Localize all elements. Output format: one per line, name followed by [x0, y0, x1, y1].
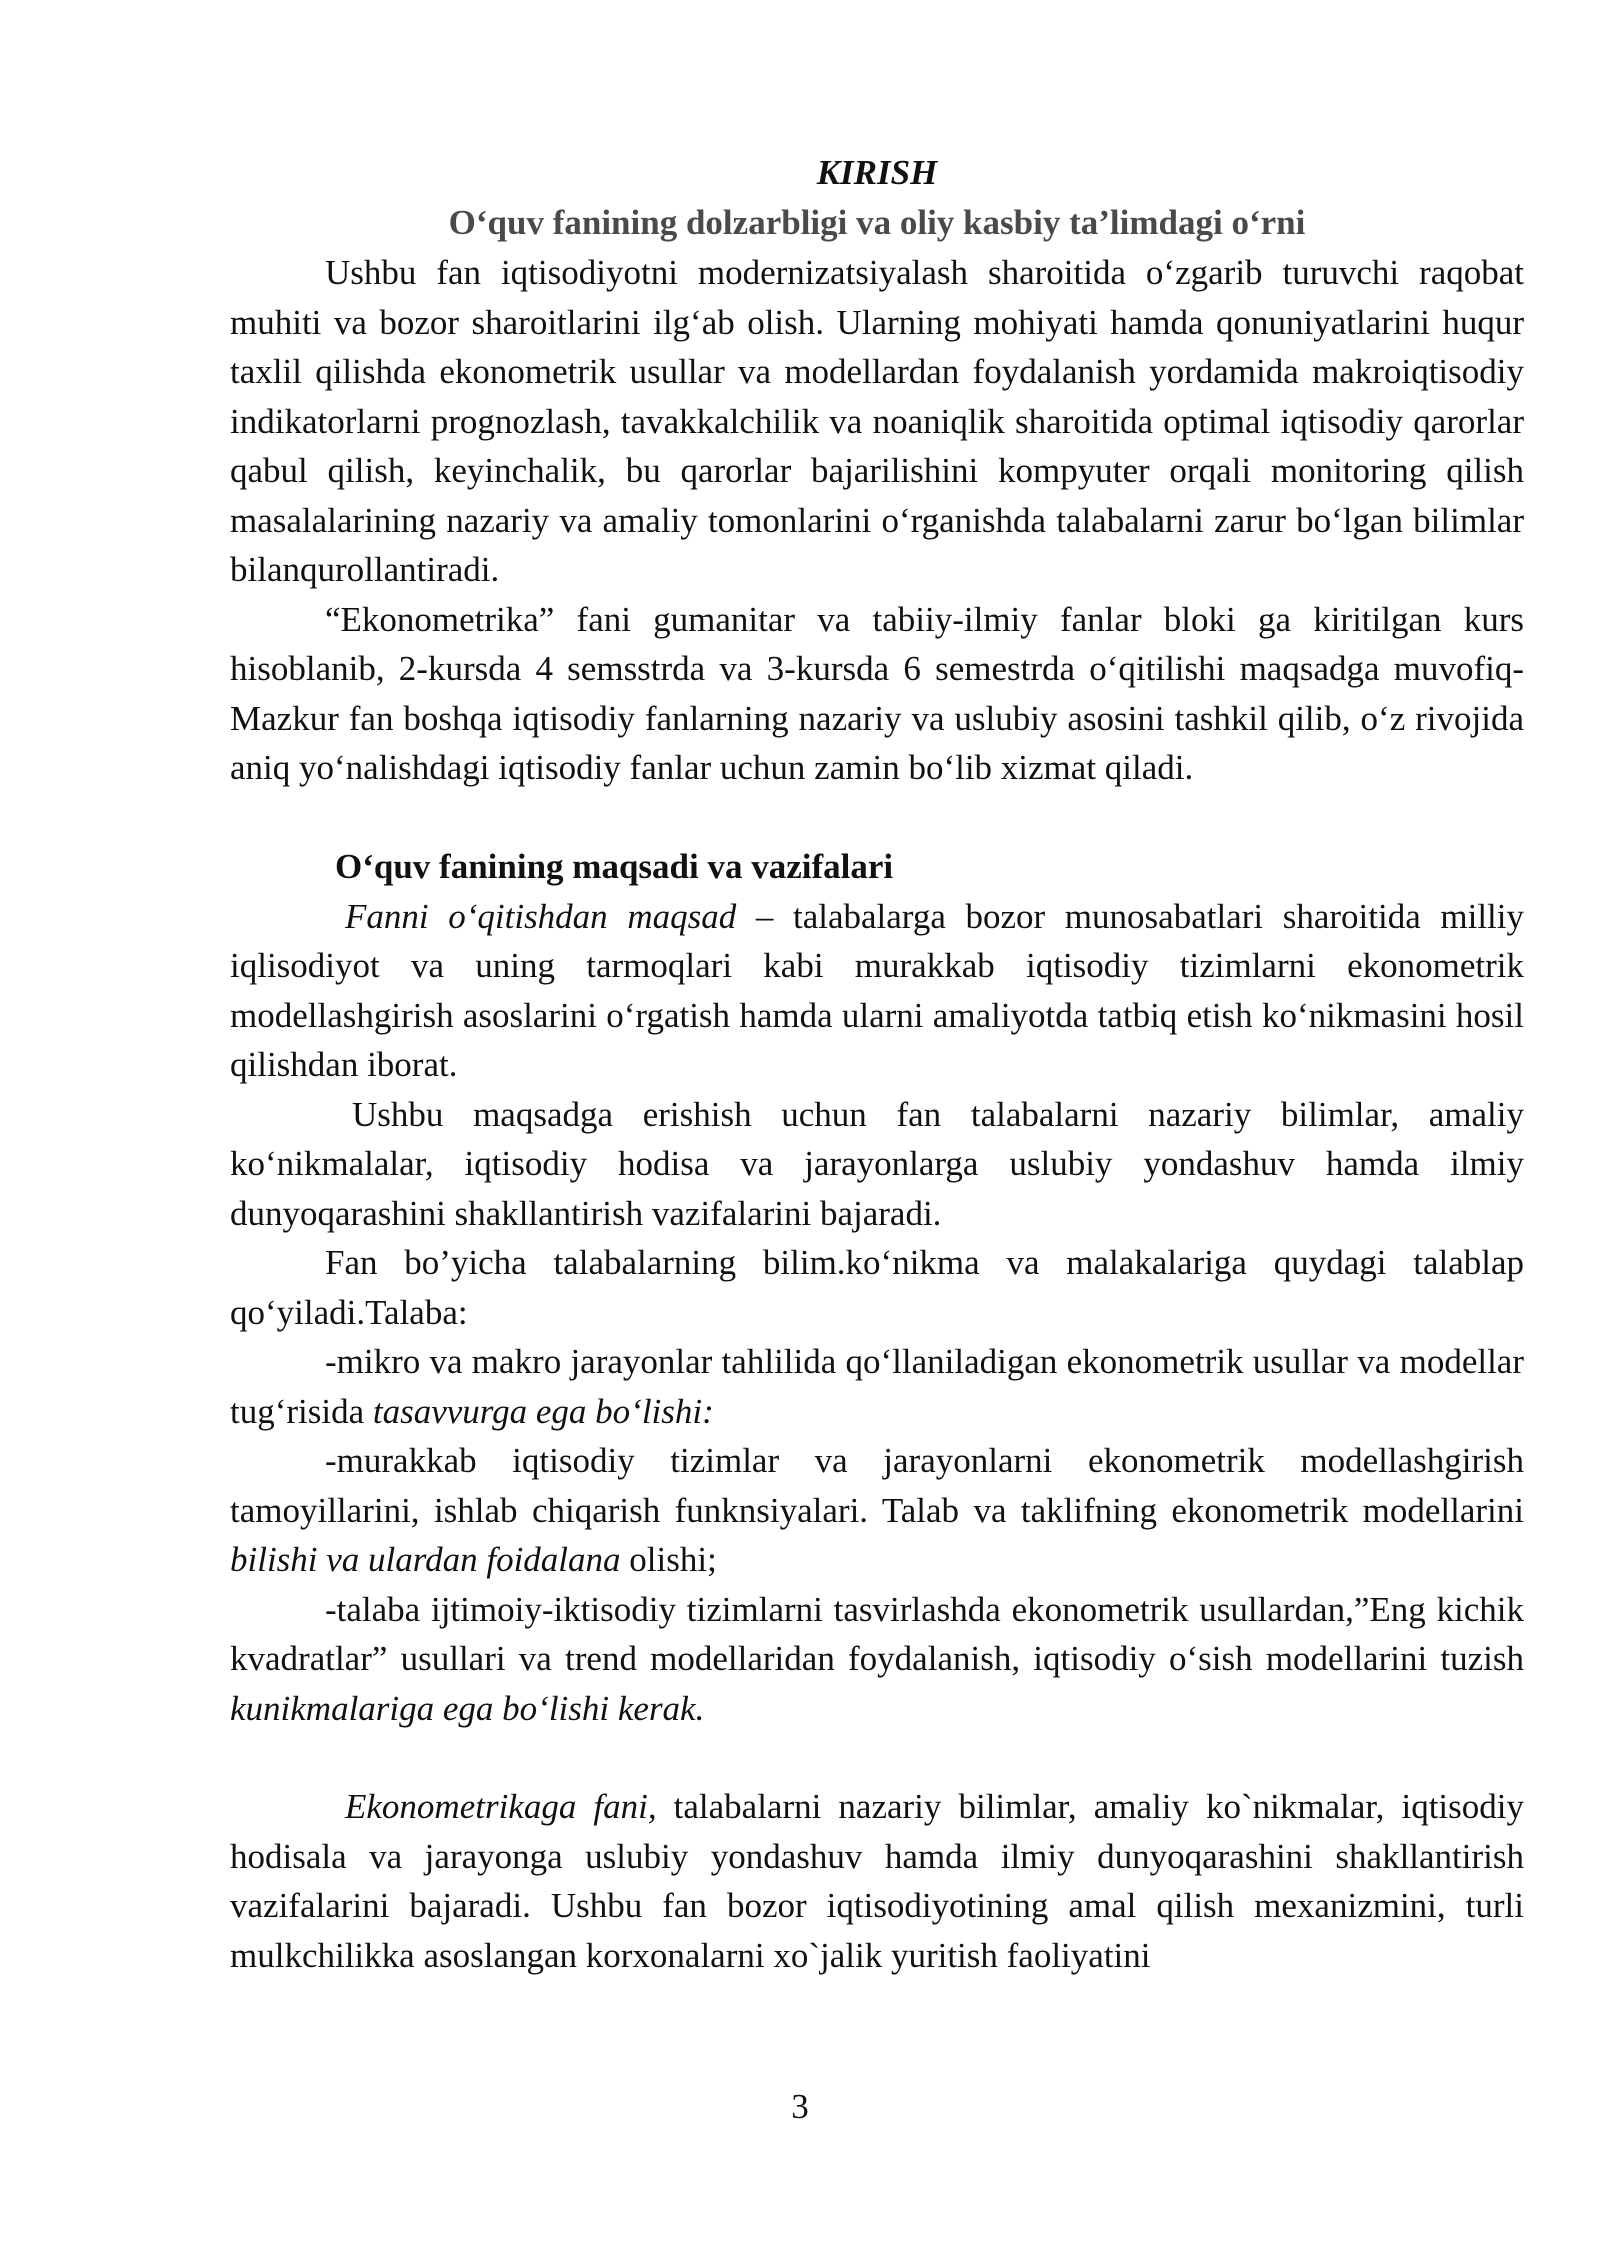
requirement-item	[230, 1337, 1524, 1436]
requirement-item	[230, 1585, 1524, 1734]
task-paragraph: Ushbu maqsadga erishish uchun fan talabalarni nazariy bilimlar, amaliy ko‘nikmalalar, iqtisodiy hodisa va jarayonlarga uslubiy yondashuv hamda ilmiy dunyoqarashini shakllantirish vazifalarini bajaradi.	[230, 1094, 1524, 1233]
closing-paragraph	[230, 1782, 1524, 1980]
goal-text: – talabalarga bozor munosabatlari sharoitida milliy iqlisodiyot va uning tarmoqlari kabi murakkab iqtisodiy tizimlarni ekonometrik modellashgirish asoslarini o‘rgatish hamda ularni amaliyotda tatbiq etish ko‘nikmasini hosil qilishdan iborat.	[230, 896, 1524, 1084]
requirement-text: -mikro va makro jarayonlar tahlilida qo‘llaniladigan ekonometrik usullar va modellar tug‘risida	[230, 1342, 1524, 1431]
requirement-emphasis: kunikmalariga ega bo‘lishi kerak.	[230, 1688, 705, 1728]
closing-text: talabalarni nazariy bilimlar, amaliy ko`nikmalar, iqtisodiy hodisala va jarayonga uslubiy yondashuv hamda ilmiy dunyoqarashini shakllantirish vazifalarini bajaradi. Ushbu fan bozor iqtisodiyotining amal qilish mexanizmini, turli mulkchilikka asoslangan korxonalarni xo`jalik yuritish faoliyatini	[230, 1787, 1524, 1975]
requirements-intro: Fan bo’yicha talabalarning bilim.ko‘nikma va malakalariga quydagi talablap qo‘yiladi.Talaba:	[230, 1243, 1524, 1332]
requirement-tail: olishi;	[620, 1540, 717, 1579]
goal-lead: Fanni o‘qitishdan maqsad	[345, 896, 737, 936]
spacer	[230, 1733, 1524, 1782]
goal-paragraph	[230, 892, 1524, 1090]
intro-paragraph-1: Ushbu fan iqtisodiyotni modernizatsiyalash sharoitida o‘zgarib turuvchi raqobat muhiti va bozor sharoitlarini ilg‘ab olish. Ularning mohiyati hamda qonuniyatlarini huqur taxlil qilishda ekonometrik usullar va modellardan foydalanish yordamida makroiqtisodiy indikatorlarni prognozlash, tavakkalchilik va noaniqlik sharoitida optimal iqtisodiy qarorlar qabul qilish, keyinchalik, bu qarorlar bajarilishini kompyuter orqali monitoring qilish masalalarining nazariy va amaliy tomonlarini o‘rganishda talabalarni zarur bo‘lgan bilimlar bilanqurollantiradi.	[230, 253, 1524, 589]
intro-paragraph-2: “Ekonometrika” fani gumanitar va tabiiy-ilmiy fanlar bloki ga kiritilgan kurs hisoblanib, 2-kursda 4 semsstrda va 3-kursda 6 semestrda o‘qitilishi maqsadga muvofiq- Mazkur fan boshqa iqtisodiy fanlarning nazariy va uslubiy asosini tashkil qilib, o‘z rivojida aniq yo‘nalishdagi iqtisodiy fanlar uchun zamin bo‘lib xizmat qiladi.	[230, 599, 1524, 787]
page-number: 3	[791, 2087, 809, 2126]
requirement-emphasis: bilishi va ulardan foidalana	[230, 1540, 621, 1579]
page-title: KIRISH	[816, 153, 938, 192]
requirement-text: -murakkab iqtisodiy tizimlar va jarayonlarni ekonometrik modellashgirish tamoyillarini, ishlab chiqarish funknsiyalari. Talab va taklifning ekonometrik modellarini	[230, 1441, 1524, 1530]
requirement-item	[230, 1436, 1524, 1585]
spacer	[230, 793, 1524, 842]
section-title: O‘quv fanining maqsadi va vazifalari	[335, 846, 894, 886]
page-subtitle: O‘quv fanining dolzarbligi va oliy kasbiy ta’limdagi o‘rni	[448, 203, 1306, 242]
closing-lead: Ekonometrikaga fani,	[345, 1787, 657, 1826]
requirement-text: -talaba ijtimoiy-iktisodiy tizimlarni tasvirlashda ekonometrik usullardan,”Eng kichik kvadratlar” usullari va trend modellaridan foydalanish, iqtisodiy o‘sish modellarini tuzish	[230, 1589, 1524, 1678]
requirement-emphasis: tasavvurga ega bo‘lishi:	[372, 1391, 714, 1431]
document-page	[230, 148, 1524, 1980]
